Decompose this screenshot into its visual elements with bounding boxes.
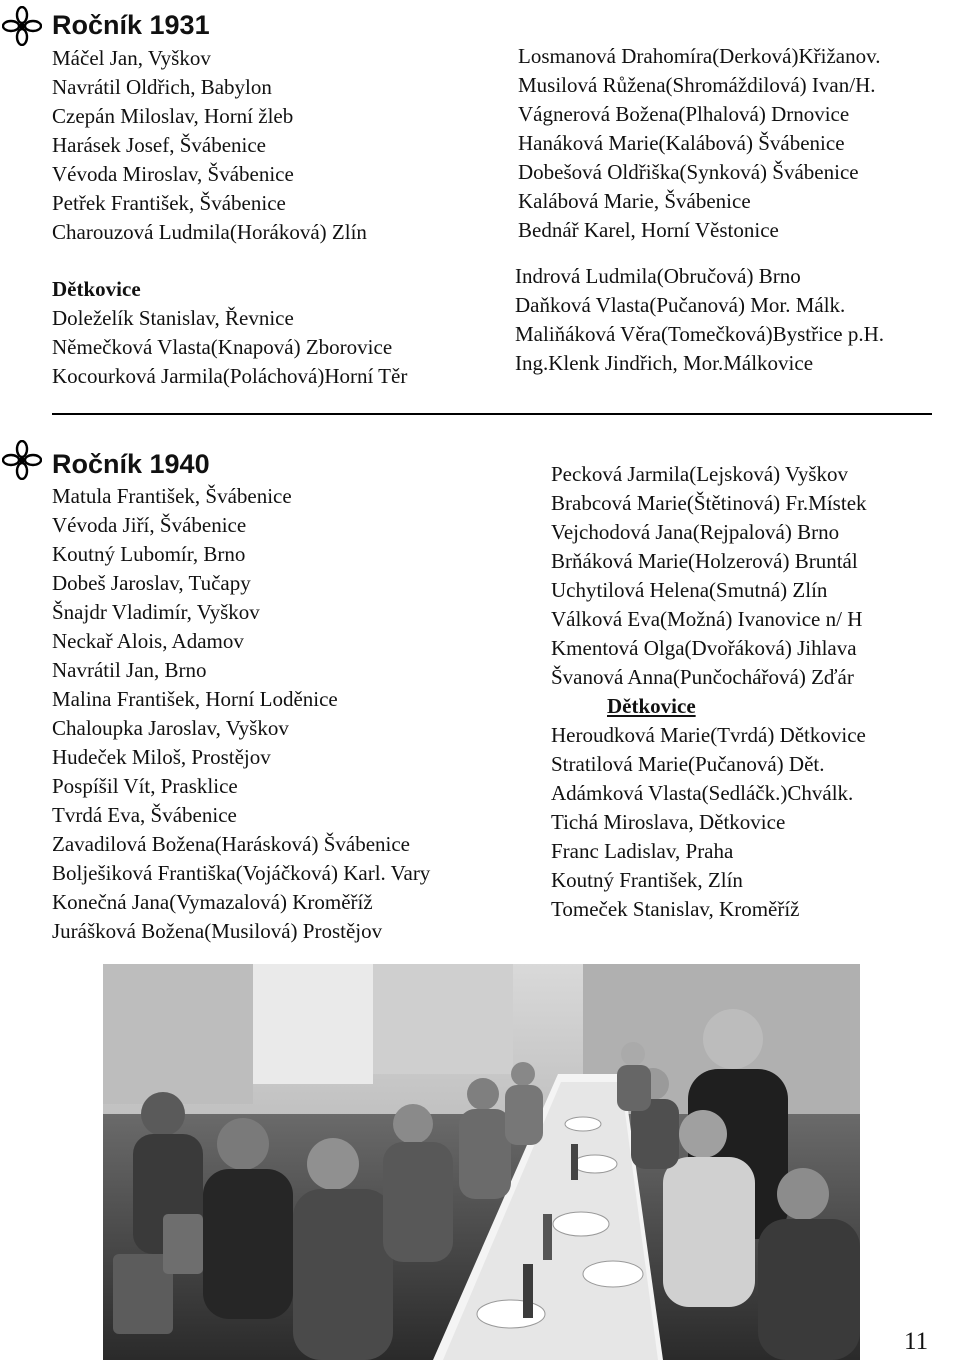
section-1931-detkovice-list bbox=[52, 275, 407, 391]
list-item: Jurášková Božena(Musilová) Prostějov bbox=[52, 919, 383, 943]
list-item: Kalábová Marie, Švábenice bbox=[518, 189, 751, 213]
list-item: Bednář Karel, Horní Věstonice bbox=[518, 218, 779, 242]
list-item: Válková Eva(Možná) Ivanovice n/ H bbox=[551, 607, 863, 631]
section-1931-title: Ročník 1931 bbox=[52, 10, 210, 40]
section-divider bbox=[52, 413, 932, 415]
list-item: Kocourková Jarmila(Poláchová)Horní Těr bbox=[52, 364, 408, 388]
list-item: Uchytilová Helena(Smutná) Zlín bbox=[551, 578, 828, 602]
list-item: Maliňáková Věra(Tomečková)Bystřice p.H. bbox=[515, 322, 885, 346]
list-item: Heroudková Marie(Tvrdá) Dětkovice bbox=[551, 723, 866, 747]
section-1931-left-list bbox=[52, 44, 367, 247]
list-item: Adámková Vlasta(Sedláčk.)Chválk. bbox=[551, 781, 854, 805]
list-item: Doleželík Stanislav, Řevnice bbox=[52, 306, 294, 330]
list-item: Brňáková Marie(Holzerová) Bruntál bbox=[551, 549, 858, 573]
list-item: Šnajdr Vladimír, Vyškov bbox=[52, 600, 260, 624]
list-item: Švanová Anna(Punčochářová) Zďár bbox=[551, 665, 854, 689]
list-item: Vejchodová Jana(Rejpalová) Brno bbox=[551, 520, 840, 544]
section-1940-right-list bbox=[551, 460, 867, 924]
list-item: Musilová Růžena(Shromáždilová) Ivan/H. bbox=[518, 73, 876, 97]
flower-ornament-icon bbox=[2, 6, 42, 46]
list-item: Losmanová Drahomíra(Derková)Křižanov. bbox=[518, 44, 881, 68]
list-item: Charouzová Ludmila(Horáková) Zlín bbox=[52, 220, 367, 244]
list-item: Koutný Lubomír, Brno bbox=[52, 542, 246, 566]
list-item: Máčel Jan, Vyškov bbox=[52, 46, 211, 70]
list-item: Navrátil Oldřich, Babylon bbox=[52, 75, 272, 99]
list-item: Chaloupka Jaroslav, Vyškov bbox=[52, 716, 289, 740]
list-item: Dobešová Oldřiška(Synková) Švábenice bbox=[518, 160, 859, 184]
list-item: Harásek Josef, Švábenice bbox=[52, 133, 266, 157]
banquet-photo-illustration bbox=[103, 964, 860, 1360]
list-item: Stratilová Marie(Pučanová) Dět. bbox=[551, 752, 825, 776]
list-item: Ing.Klenk Jindřich, Mor.Málkovice bbox=[515, 351, 814, 375]
list-item: Hanáková Marie(Kalábová) Švábenice bbox=[518, 131, 845, 155]
list-item: Konečná Jana(Vymazalová) Kroměříž bbox=[52, 890, 373, 914]
list-item: Bolješiková Františka(Vojáčková) Karl. Vary bbox=[52, 861, 431, 885]
section-1940-left-list bbox=[52, 482, 430, 946]
list-item: Kmentová Olga(Dvořáková) Jihlava bbox=[551, 636, 857, 660]
list-item: Němečková Vlasta(Knapová) Zborovice bbox=[52, 335, 393, 359]
list-item: Zavadilová Božena(Harásková) Švábenice bbox=[52, 832, 411, 856]
section-1931-right-list-2 bbox=[515, 262, 884, 378]
list-item: Hudeček Miloš, Prostějov bbox=[52, 745, 271, 769]
list-item: Czepán Miloslav, Horní žleb bbox=[52, 104, 294, 128]
list-item: Daňková Vlasta(Pučanová) Mor. Málk. bbox=[515, 293, 846, 317]
list-item: Vévoda Jiří, Švábenice bbox=[52, 513, 247, 537]
flower-ornament-icon bbox=[2, 440, 42, 480]
list-item: Vágnerová Božena(Plhalová) Drnovice bbox=[518, 102, 850, 126]
section-1940-title: Ročník 1940 bbox=[52, 449, 210, 479]
list-item: Matula František, Švábenice bbox=[52, 484, 292, 508]
list-item: Neckař Alois, Adamov bbox=[52, 629, 244, 653]
list-item: Pospíšil Vít, Prasklice bbox=[52, 774, 238, 798]
list-item: Tomeček Stanislav, Kroměříž bbox=[551, 897, 800, 921]
list-item: Malina František, Horní Loděnice bbox=[52, 687, 338, 711]
list-item: Tvrdá Eva, Švábenice bbox=[52, 803, 237, 827]
list-item: Navrátil Jan, Brno bbox=[52, 658, 207, 682]
list-item: Dobeš Jaroslav, Tučapy bbox=[52, 571, 251, 595]
page-number: 11 bbox=[904, 1328, 929, 1355]
list-item: Petřek František, Švábenice bbox=[52, 191, 286, 215]
list-item: Vévoda Miroslav, Švábenice bbox=[52, 162, 294, 186]
list-item: Tichá Miroslava, Dětkovice bbox=[551, 810, 786, 834]
list-item: Koutný František, Zlín bbox=[551, 868, 743, 892]
list-item: Pecková Jarmila(Lejsková) Vyškov bbox=[551, 462, 849, 486]
list-item: Indrová Ludmila(Obručová) Brno bbox=[515, 264, 801, 288]
list-item: Brabcová Marie(Štětinová) Fr.Místek bbox=[551, 491, 867, 515]
subsection-title: Dětkovice bbox=[52, 277, 141, 301]
list-item: Franc Ladislav, Praha bbox=[551, 839, 734, 863]
banquet-photo bbox=[103, 964, 860, 1360]
section-1931-right-list bbox=[518, 42, 881, 245]
subsection-title: Dětkovice bbox=[607, 694, 696, 718]
